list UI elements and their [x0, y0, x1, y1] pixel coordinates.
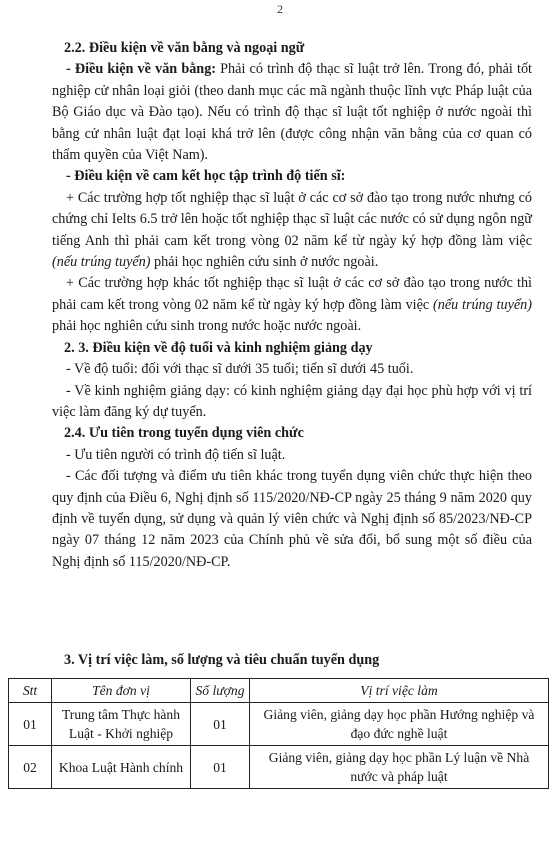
section-3-title: 3. Vị trí việc làm, số lượng và tiêu chuẩn tuyển dụng [64, 652, 380, 668]
case-1-text: + Các trường hợp tốt nghiệp thạc sĩ luật ở các cơ sở đào tạo trong nước nhưng có chứng chỉ Ielts 6.5 trở lên hoặc tốt nghiệp thạc sĩ luật các nước có sử dụng ngôn ngữ tiếng Anh thì phải cam kết trong vòng 02 năm kể từ ngày ký hợp đồng làm việc [52, 189, 532, 249]
document-body [52, 38, 532, 573]
row-2-stt: 02 [9, 746, 52, 789]
priority-item-1: - Ưu tiên người có trình độ tiến sĩ luật. [66, 446, 286, 463]
row-1-quantity: 01 [191, 703, 250, 746]
section-2-2-title: 2.2. Điều kiện về văn bằng và ngoại ngữ [64, 40, 305, 56]
commitment-case-1 [52, 188, 532, 274]
vacancy-table [8, 678, 549, 789]
table-row [9, 703, 549, 746]
case-1-italic: (nếu trúng tuyển) [52, 254, 151, 271]
page-number: 2 [277, 2, 283, 16]
degree-condition-paragraph [52, 59, 532, 166]
section-2-3-title: 2. 3. Điều kiện về độ tuổi và kinh nghiệm giảng dạy [64, 339, 373, 356]
row-1-stt: 01 [9, 703, 52, 746]
degree-condition-label: - Điều kiện về văn bằng: [66, 61, 217, 78]
row-2-position: Giảng viên, giảng dạy học phần Lý luận về Nhà nước và pháp luật [250, 746, 549, 789]
case-2-text: + Các trường hợp khác tốt nghiệp thạc sĩ luật ở các cơ sở đào tạo trong nước thì phải cam kết trong vòng 02 năm kể từ ngày ký hợp đồng làm việc [52, 275, 532, 313]
header-stt: Stt [9, 679, 52, 703]
case-1-end: phải học nghiên cứu sinh ở nước ngoài. [150, 254, 379, 271]
row-2-unit-name: Khoa Luật Hành chính [52, 746, 191, 789]
row-1-unit-name: Trung tâm Thực hành Luật - Khởi nghiệp [52, 703, 191, 746]
row-1-position: Giảng viên, giảng dạy học phần Hướng nghiệp và đạo đức nghề luật [250, 703, 549, 746]
row-2-quantity: 01 [191, 746, 250, 789]
case-2-end: phải học nghiên cứu sinh trong nước hoặc nước ngoài. [52, 318, 362, 335]
degree-condition-text: Phải có trình độ thạc sĩ luật trở lên. Trong đó, phải tốt nghiệp cử nhân loại giỏi (theo danh mục các mã ngành thuộc lĩnh vực Pháp luật của Bộ Giáo dục và Đào tạo). Nếu có trình độ thạc sĩ luật tốt nghiệp ở nước ngoài thì bằng cử nhân luật đạt loại khá trở lên (được công nhận văn bằng của cơ quan có thẩm quyền của Việt Nam). [52, 61, 532, 164]
commitment-condition-label: - Điều kiện về cam kết học tập trình độ tiến sĩ: [66, 168, 346, 185]
table-row [9, 746, 549, 789]
header-quantity: Số lượng [191, 679, 250, 703]
case-2-italic: (nếu trúng tuyển) [433, 296, 532, 313]
header-position: Vị trí việc làm [250, 679, 549, 703]
priority-item-2: - Các đối tượng và điểm ưu tiên khác trong tuyển dụng viên chức thực hiện theo quy định của Điều 6, Nghị định số 115/2020/NĐ-CP ngày 25 tháng 9 năm 2020 quy định về tuyển dụng, sử dụng và quản lý viên chức và Nghị định số 85/2023/NĐ-CP ngày 07 tháng 12 năm 2023 của Chính phủ về sửa đổi, bổ sung một số điều của Nghị định số 115/2020/NĐ-CP. [52, 468, 532, 570]
section-2-4-title: 2.4. Ưu tiên trong tuyển dụng viên chức [64, 425, 304, 442]
table-header-row [9, 679, 549, 703]
age-condition: - Về độ tuổi: đối với thạc sĩ dưới 35 tuổi; tiến sĩ dưới 45 tuổi. [66, 361, 414, 378]
experience-condition: - Về kinh nghiệm giảng dạy: có kinh nghiệm giảng dạy đại học phù hợp với vị trí việc làm đăng ký dự tuyển. [52, 382, 532, 420]
commitment-case-2 [52, 273, 532, 337]
header-unit-name: Tên đơn vị [52, 679, 191, 703]
